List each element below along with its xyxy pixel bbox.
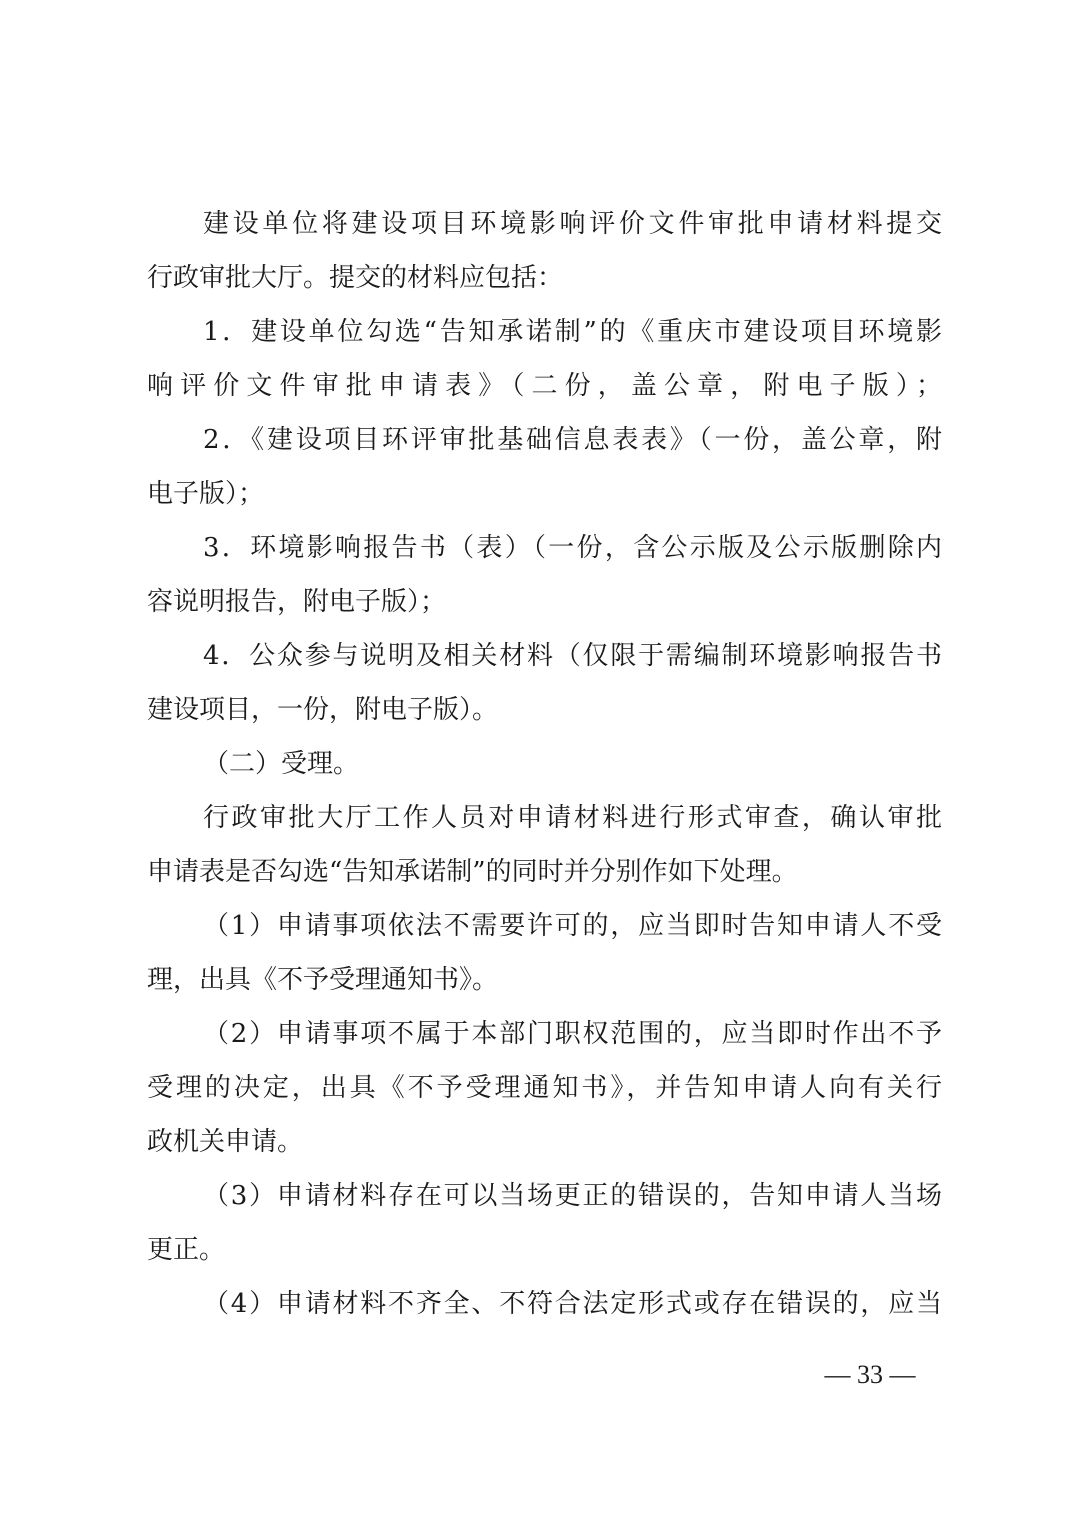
paragraph-line: 行政审批大厅工作人员对申请材料进行形式审查，确认审批 (203, 803, 942, 833)
list-item-b-line: 受理的决定，出具《不予受理通知书》，并告知申请人向有关行 (147, 1073, 942, 1103)
list-item-3-line: 容说明报告，附电子版）； (147, 587, 447, 617)
list-item-d-line: （4）申请材料不齐全、不符合法定形式或存在错误的，应当 (203, 1289, 942, 1319)
list-item-a-line: 理，出具《不予受理通知书》。 (147, 965, 499, 995)
list-item-4-line: 4．公众参与说明及相关材料（仅限于需编制环境影响报告书 (203, 641, 942, 671)
list-item-b-line: （2）申请事项不属于本部门职权范围的，应当即时作出不予 (203, 1019, 942, 1049)
list-item-3-line: 3．环境影响报告书（表）（一份，含公示版及公示版删除内 (203, 533, 942, 563)
list-item-1-line: 1．建设单位勾选“告知承诺制”的《重庆市建设项目环境影 (203, 317, 942, 347)
list-item-2-line: 电子版）； (147, 479, 265, 509)
paragraph-line: 申请表是否勾选“告知承诺制”的同时并分别作如下处理。 (147, 857, 798, 887)
list-item-c-line: 更正。 (147, 1235, 226, 1265)
section-heading: （二）受理。 (203, 749, 360, 779)
list-item-a-line: （1）申请事项依法不需要许可的，应当即时告知申请人不受 (203, 911, 942, 941)
list-item-1-line: 响评价文件审批申请表》（二份，盖公章，附电子版）； (147, 371, 942, 401)
list-item-4-line: 建设项目，一份，附电子版）。 (147, 695, 499, 725)
paragraph-line: 行政审批大厅。提交的材料应包括： (147, 263, 564, 293)
page-number: — 33 — (824, 1360, 916, 1389)
list-item-c-line: （3）申请材料存在可以当场更正的错误的，告知申请人当场 (203, 1181, 942, 1211)
paragraph-line: 建设单位将建设项目环境影响评价文件审批申请材料提交 (203, 209, 942, 239)
list-item-b-line: 政机关申请。 (147, 1127, 304, 1157)
list-item-2-line: 2．《建设项目环评审批基础信息表表》（一份，盖公章，附 (203, 425, 942, 455)
